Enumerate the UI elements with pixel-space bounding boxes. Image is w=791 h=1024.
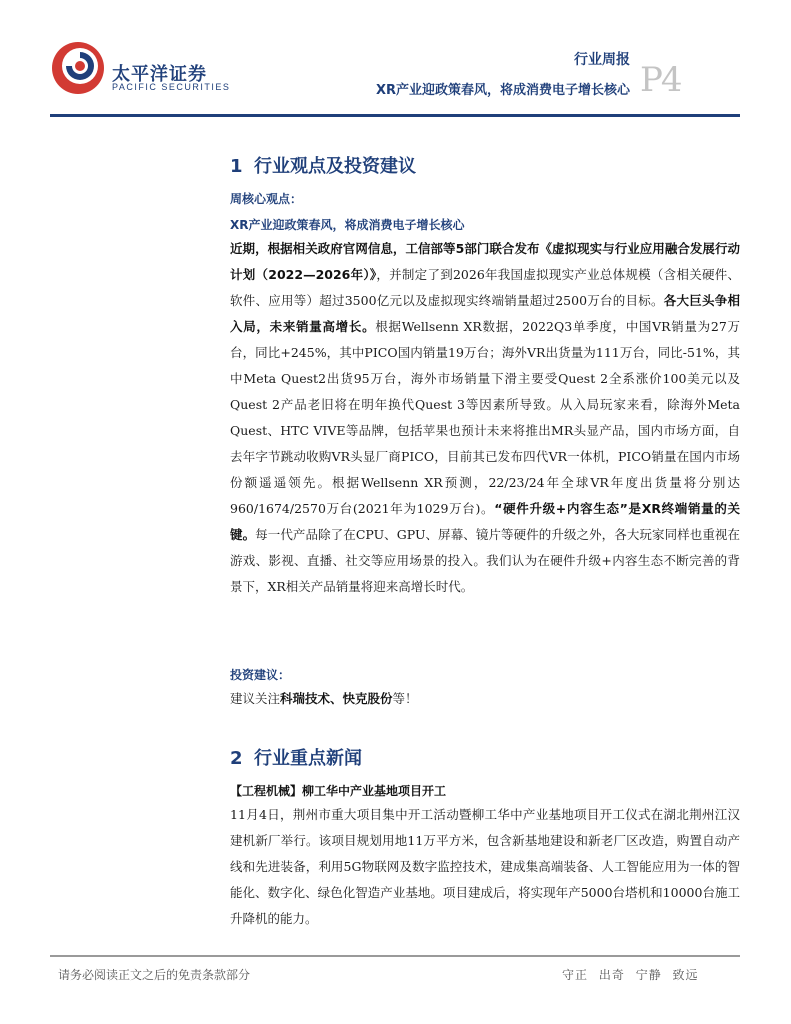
core-view-title: XR产业迎政策春风，将成消费电子增长核心 — [230, 218, 465, 232]
section-1-number: 1 — [230, 156, 243, 177]
header-divider — [50, 114, 740, 117]
para-bold-2: 各大巨头争相入局，未来销量高增长。 — [230, 293, 740, 334]
core-view-paragraph — [230, 236, 740, 600]
invest-pre: 建议关注 — [230, 691, 281, 706]
section-2-title: 行业重点新闻 — [254, 748, 362, 769]
invest-post: 等！ — [392, 691, 418, 706]
section-2-number: 2 — [230, 748, 243, 769]
footer-divider — [50, 955, 740, 957]
page-number: P4 — [640, 60, 681, 100]
investment-advice-label: 投资建议： — [230, 668, 291, 682]
footer-disclaimer: 请务必阅读正文之后的免责条款部分 — [58, 968, 251, 982]
para-bold-1: 近期，根据相关政府官网信息，工信部等5部门联合发布《虚拟现实与行业应用融合发展行动计划（2022—2026年）》 — [230, 241, 740, 282]
company-name-cn: 太平洋证券 — [112, 64, 207, 85]
section-1-heading — [230, 152, 416, 178]
company-logo-icon — [50, 40, 106, 96]
report-title: XR产业迎政策春风，将成消费电子增长核心 — [375, 83, 630, 98]
para-text-1: ，并制定了到2026年我国虚拟现实产业总体规模（含相关硬件、软件、应用等）超过3500亿元以及虚拟现实终端销量超过2500万台的目标。 — [230, 267, 740, 308]
para-text-3: 每一代产品除了在CPU、GPU、屏幕、镜片等硬件的升级之外，各大玩家同样也重视在游戏、影视、直播、社交等应用场景的投入。我们认为在硬件升级+内容生态不断完善的背景下，XR相关产品销量将迎来高增长时代。 — [230, 527, 740, 594]
investment-advice-text — [230, 686, 740, 712]
motto-word: 守正 — [562, 968, 589, 982]
footer-motto — [556, 966, 699, 983]
company-name-en: PACIFIC SECURITIES — [112, 82, 231, 92]
news-body: 11月4日，荆州市重大项目集中开工活动暨柳工华中产业基地项目开工仪式在湖北荆州江汉建机新厂举行。该项目规划用地11万平方米，包含新基地建设和新老厂区改造，购置自动产线和先进装备，利用5G物联网及数字监控技术，建成集高端装备、人工智能应用为一体的智能化、数字化、绿色化智造产业基地。项目建成后，将实现年产5000台塔机和10000台施工升降机的能力。 — [230, 807, 740, 926]
section-2-heading — [230, 744, 362, 770]
para-text-2: 根据Wellsenn XR数据，2022Q3单季度，中国VR销量为27万台，同比+245%，其中PICO国内销量19万台；海外VR出货量为111万台，同比-51%，其中Meta Quest2出货95万台，海外市场销量下滑主要受Quest 2全系涨价100美元以及Quest 2产品老旧将在明年换代Quest 3等因素所导致。从入局玩家来看，除海外Meta Quest、HTC VIVE等品牌，包括苹果也预计未来将推出MR头显产品，国内市场方面，自去年字节跳动收购VR头显厂商PICO，目前其已发布四代VR一体机，PICO销量在国内市场份额遥遥领先。根据Wellsenn XR预测，22/23/24年全球VR年度出货量将分别达960/1674/2570万台(2021年为1029万台)。 — [230, 319, 740, 516]
motto-word: 出奇 — [598, 968, 625, 982]
motto-word: 致远 — [672, 968, 699, 982]
report-type: 行业周报 — [574, 52, 630, 68]
section-1-title: 行业观点及投资建议 — [254, 156, 416, 177]
core-view-label: 周核心观点： — [230, 192, 303, 206]
motto-word: 宁静 — [635, 968, 662, 982]
news-title: 【工程机械】柳工华中产业基地项目开工 — [230, 784, 447, 798]
para-bold-3: “硬件升级+内容生态”是XR终端销量的关键。 — [230, 501, 740, 542]
invest-stocks: 科瑞技术、快克股份 — [280, 691, 393, 706]
